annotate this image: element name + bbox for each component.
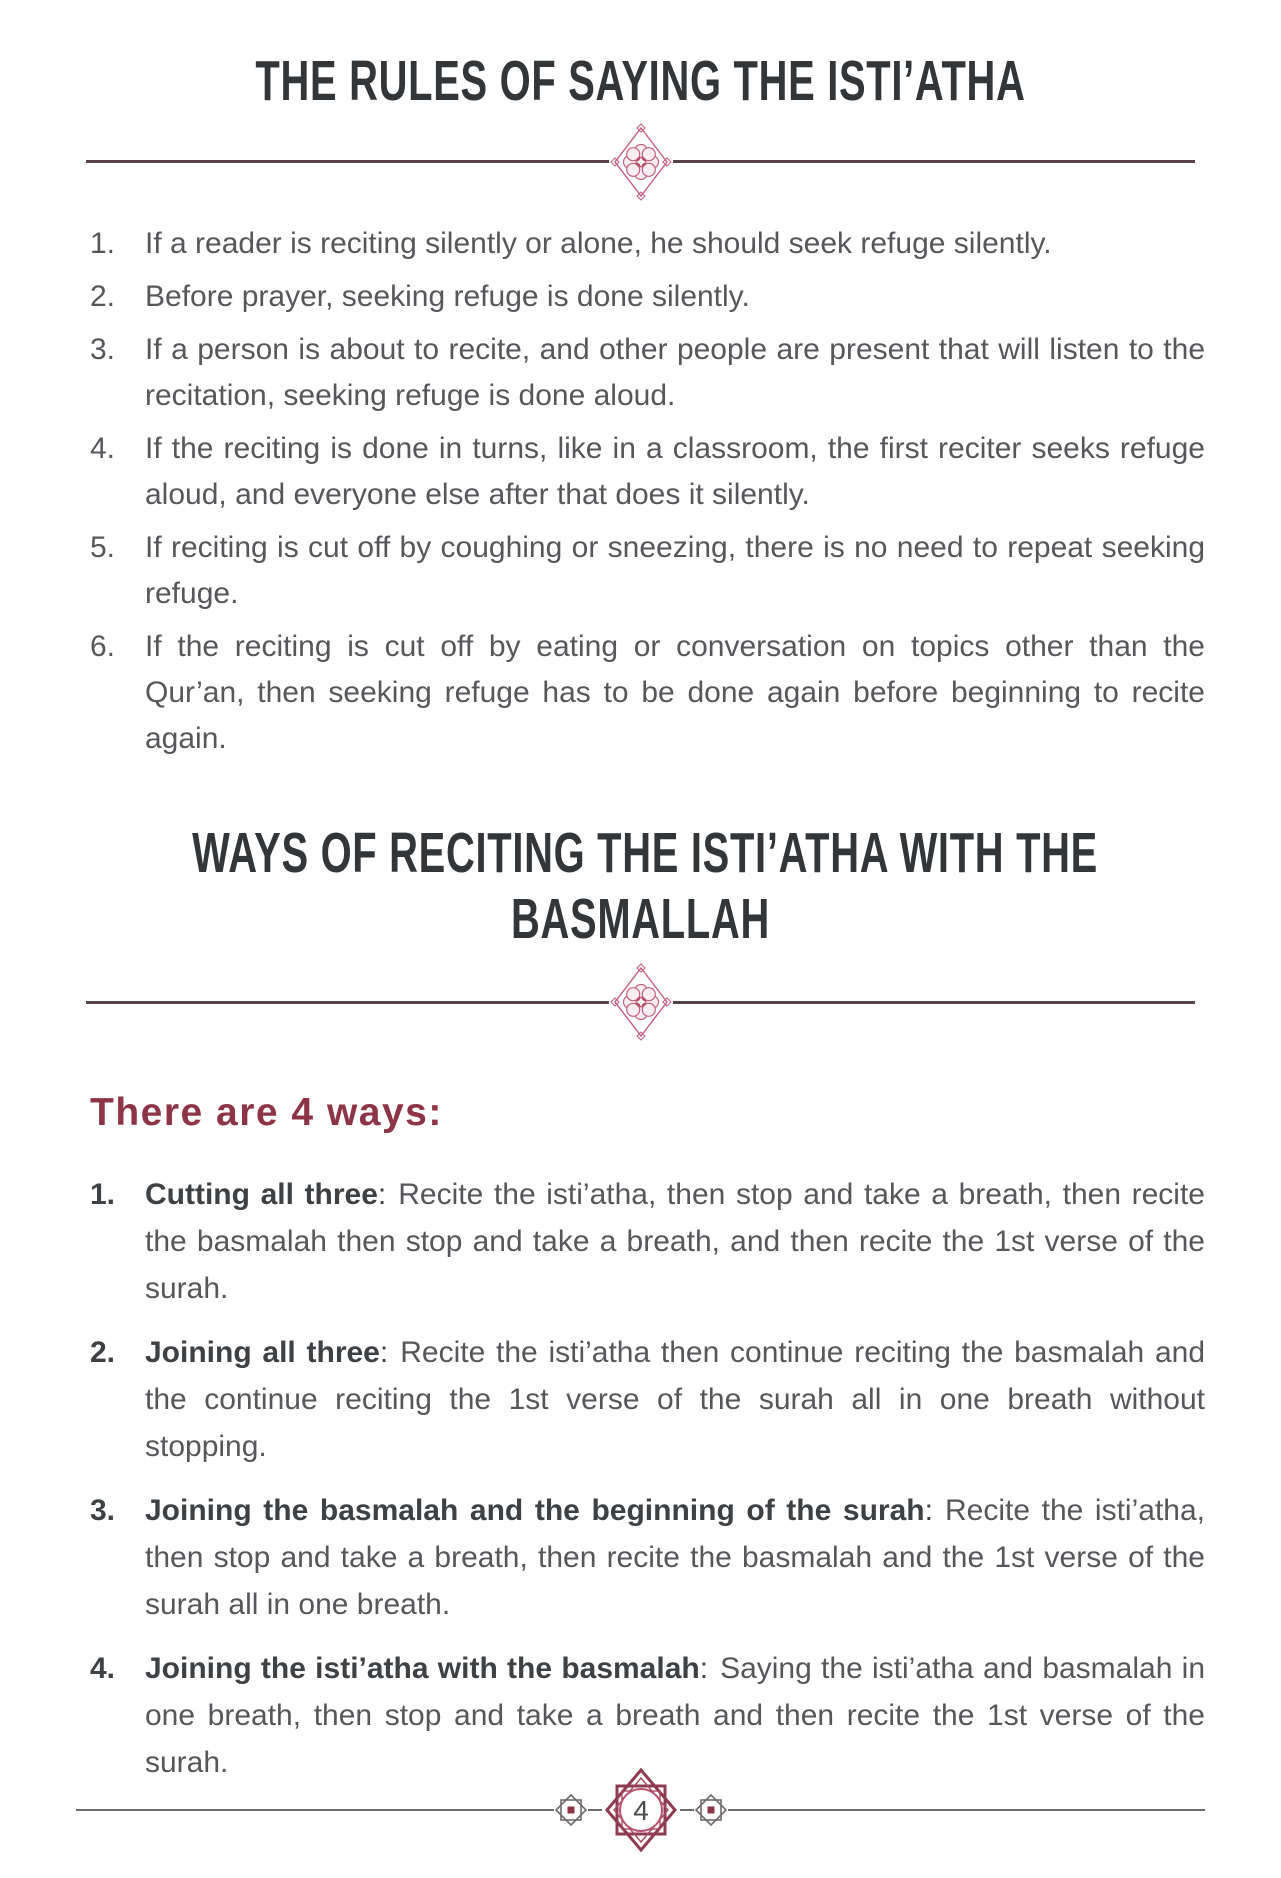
way-text [145, 1329, 1205, 1470]
way-item [90, 1487, 1205, 1628]
small-star-ornament-icon [554, 1793, 588, 1827]
section-divider [0, 963, 1281, 1041]
rule-item [90, 274, 1205, 320]
divider-line [673, 1001, 1196, 1004]
rule-item [90, 525, 1205, 617]
rule-text: If a reader is reciting silently or alone, he should seek refuge silently. [145, 226, 1052, 260]
way-text [145, 1645, 1205, 1786]
rule-text: If the reciting is done in turns, like in a classroom, the first reciter seeks refuge aloud, and everyone else after that does it silently. [145, 431, 1205, 511]
way-number: 2. [90, 1336, 116, 1370]
rule-number: 3. [90, 332, 116, 366]
rule-item [90, 624, 1205, 762]
divider-line [86, 1001, 609, 1004]
way-lead: Joining all three [145, 1336, 380, 1370]
diamond-rosette-ornament-icon [610, 963, 672, 1041]
way-text [145, 1487, 1205, 1628]
way-separator: : [379, 1336, 389, 1370]
rule-number: 4. [90, 431, 116, 465]
way-item [90, 1645, 1205, 1786]
rules-list [0, 221, 1281, 762]
divider-line [673, 160, 1196, 163]
way-lead: Cutting all three [145, 1178, 378, 1212]
rule-number: 5. [90, 530, 116, 564]
way-description: Recite the isti’atha then continue reciting the basmalah and the continue reciting the 1st verse of the surah all in one breath without stopping. [145, 1336, 1205, 1464]
way-number: 1. [90, 1178, 116, 1212]
section-divider [0, 123, 1281, 201]
footer-line [76, 1809, 554, 1811]
way-lead: Joining the basmalah and the beginning of the surah [145, 1494, 925, 1528]
way-description: Saying the isti’atha and basmalah in one breath, then stop and take a breath and then recite the 1st verse of the surah. [145, 1652, 1206, 1780]
way-separator: : [699, 1652, 709, 1686]
diamond-rosette-ornament-icon [610, 123, 672, 201]
rule-item [90, 327, 1205, 419]
way-text [145, 1171, 1205, 1312]
way-lead: Joining the isti’atha with the basmalah [145, 1652, 700, 1686]
way-number: 3. [90, 1494, 116, 1528]
small-star-ornament-icon [694, 1793, 728, 1827]
ways-subheading: There are 4 ways: [90, 1091, 443, 1135]
rule-item [90, 221, 1205, 267]
way-item [90, 1329, 1205, 1470]
page-title: THE RULES OF SAYING THE ISTI’ATHA [255, 49, 1026, 113]
footer-line [728, 1809, 1206, 1811]
rule-text: Before prayer, seeking refuge is done silently. [145, 279, 750, 313]
section-title-ways [0, 820, 1281, 953]
footer-connector-line [680, 1809, 694, 1811]
section-title-ways-line2: BASMALLAH [511, 887, 770, 952]
rule-text: If a person is about to recite, and other people are present that will listen to the recitation, seeking refuge is done aloud. [145, 332, 1205, 412]
rule-text: If the reciting is cut off by eating or conversation on topics other than the Qur’an, then seeking refuge has to be done again before beginning to recite again. [145, 629, 1205, 755]
rule-number: 6. [90, 629, 116, 663]
rule-item [90, 426, 1205, 518]
rule-number: 2. [90, 279, 116, 313]
way-separator: : [377, 1178, 387, 1212]
page-number-star-ornament [602, 1766, 680, 1854]
way-item [90, 1171, 1205, 1312]
page-footer [76, 1766, 1205, 1854]
page-number: 4 [632, 1795, 649, 1826]
way-number: 4. [90, 1652, 116, 1686]
section-title-ways-line1: WAYS OF RECITING THE ISTI’ATHA WITH THE [192, 820, 1098, 885]
way-description: Recite the isti’atha, then stop and take a breath, then recite the basmalah and the 1st verse of the surah all in one breath. [145, 1494, 1205, 1622]
way-description: Recite the isti’atha, then stop and take a breath, then recite the basmalah then stop and take a breath, and then recite the 1st verse of the surah. [145, 1178, 1205, 1306]
divider-line [86, 160, 609, 163]
way-separator: : [924, 1494, 933, 1528]
rule-text: If reciting is cut off by coughing or sneezing, there is no need to repeat seeking refuge. [145, 530, 1205, 610]
ways-list [0, 1171, 1281, 1786]
footer-connector-line [588, 1809, 602, 1811]
rule-number: 1. [90, 226, 116, 260]
